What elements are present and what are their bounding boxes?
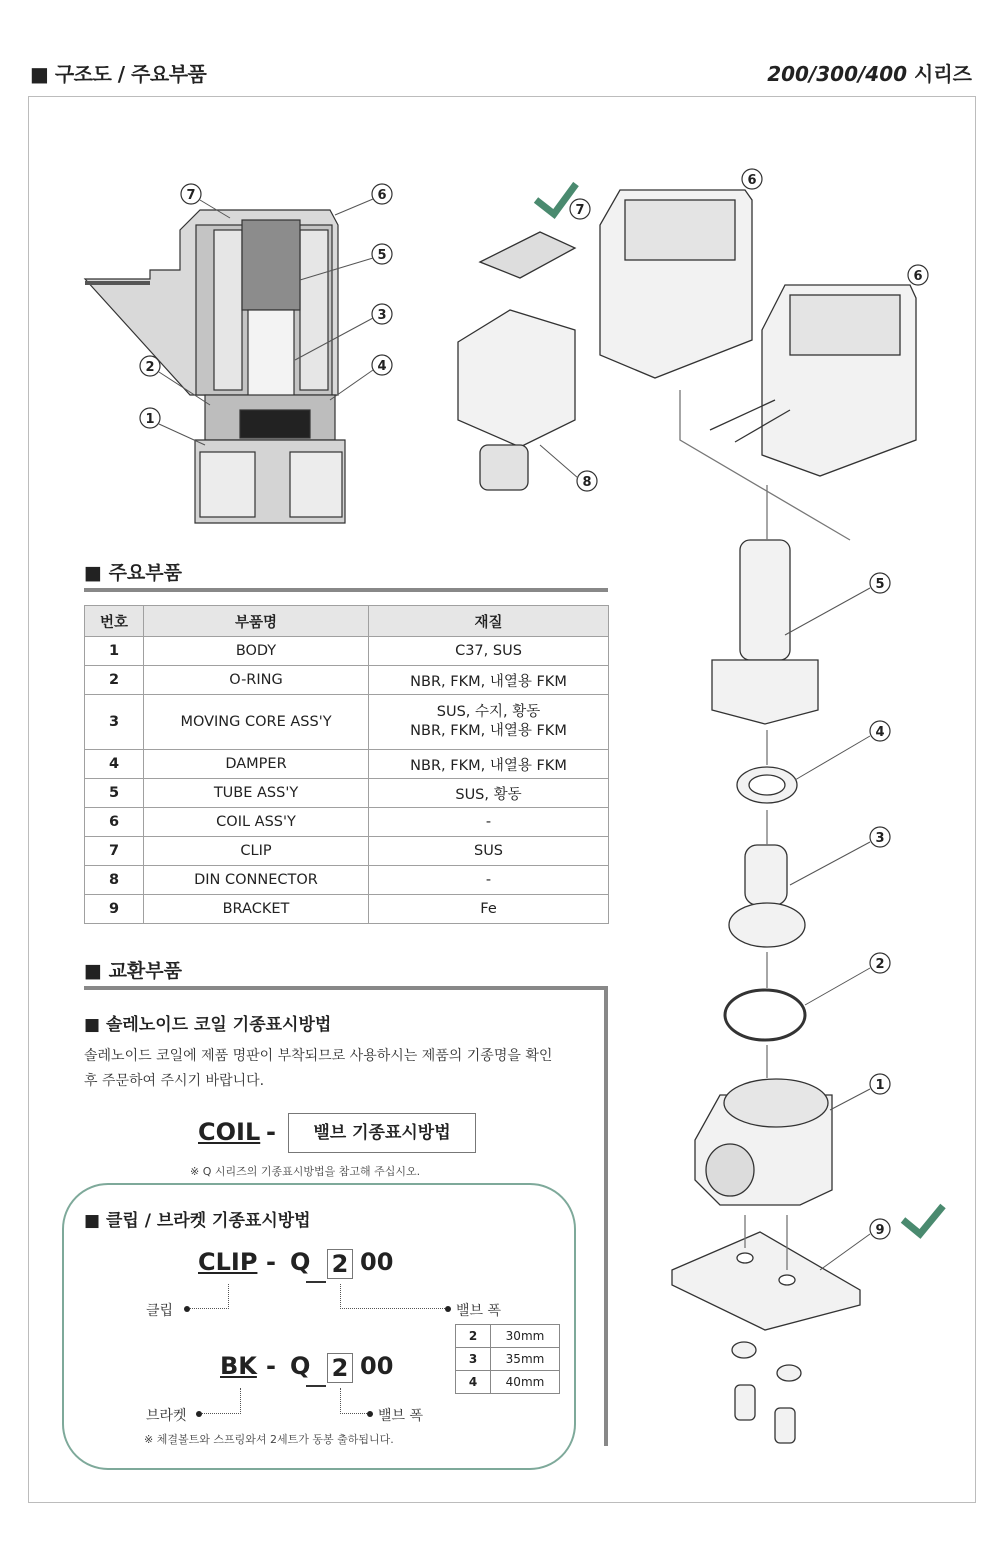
part-no: 7 — [85, 837, 144, 866]
replacement-side-rule — [604, 986, 608, 1446]
part-name: TUBE ASS'Y — [144, 779, 369, 808]
callout-5b: 5 — [875, 577, 885, 592]
table-row — [85, 750, 609, 779]
part-name: COIL ASS'Y — [144, 808, 369, 837]
table-row — [85, 808, 609, 837]
callout-3b: 3 — [875, 831, 885, 846]
bracket-series: Q — [290, 1352, 311, 1380]
callout-6: 6 — [377, 188, 387, 203]
clip-width-dot — [445, 1306, 451, 1312]
material-line: NBR, FKM, 내열용 FKM — [410, 723, 567, 739]
size-key: 3 — [456, 1348, 491, 1371]
bracket-width-dot — [367, 1411, 373, 1417]
size-table — [455, 1324, 560, 1394]
callout-4b: 4 — [875, 725, 885, 740]
callout-1b: 1 — [875, 1078, 885, 1093]
part-no: 8 — [85, 866, 144, 895]
bracket-width-leader — [340, 1388, 369, 1414]
part-material: SUS, 황동 — [369, 779, 609, 808]
size-key: 2 — [456, 1325, 491, 1348]
clip-section-title: ■ 클립 / 브라켓 기종표시방법 — [84, 1211, 311, 1231]
part-name: BRACKET — [144, 895, 369, 924]
part-name: DAMPER — [144, 750, 369, 779]
size-value: 30mm — [491, 1325, 560, 1348]
callout-6b: 6 — [747, 173, 757, 188]
coil-dash: - — [266, 1118, 276, 1146]
table-header-row — [85, 606, 609, 637]
callout-7: 7 — [186, 188, 196, 203]
table-row — [85, 895, 609, 924]
bracket-suffix: 00 — [360, 1352, 394, 1380]
callout-2: 2 — [145, 360, 155, 375]
part-material: - — [369, 866, 609, 895]
replacement-rule — [84, 986, 608, 990]
part-no: 1 — [85, 637, 144, 666]
part-material — [369, 695, 609, 750]
header-name: 부품명 — [144, 606, 369, 637]
callout-3: 3 — [377, 308, 387, 323]
part-name: O-RING — [144, 666, 369, 695]
table-row — [85, 695, 609, 750]
valve-model-box: 밸브 기종표시방법 — [288, 1113, 476, 1153]
series-numbers: 200/300/400 — [767, 62, 908, 86]
table-row — [85, 637, 609, 666]
part-material: C37, SUS — [369, 637, 609, 666]
series-underline — [306, 1281, 326, 1283]
part-no: 2 — [85, 666, 144, 695]
main-parts-rule — [84, 588, 608, 592]
callout-1: 1 — [145, 412, 155, 427]
clip-leader — [190, 1284, 229, 1309]
part-material: SUS — [369, 837, 609, 866]
desc-line: 솔레노이드 코일에 제품 명판이 부착되므로 사용하시는 제품의 기종명을 확인 — [84, 1048, 553, 1064]
bracket-size-box: 2 — [327, 1353, 353, 1383]
part-name: CLIP — [144, 837, 369, 866]
series-underline — [306, 1385, 326, 1387]
part-material: NBR, FKM, 내열용 FKM — [369, 666, 609, 695]
replacement-parts-title: ■ 교환부품 — [84, 960, 182, 982]
part-material: Fe — [369, 895, 609, 924]
clip-series: Q — [290, 1248, 311, 1276]
size-value: 35mm — [491, 1348, 560, 1371]
header-no: 번호 — [85, 606, 144, 637]
callout-8: 8 — [582, 475, 592, 490]
part-no: 6 — [85, 808, 144, 837]
bracket-note: ※ 체결볼트와 스프링와셔 2세트가 동봉 출하됩니다. — [144, 1433, 394, 1446]
parts-table — [84, 605, 609, 924]
main-parts-title: ■ 주요부품 — [84, 562, 182, 584]
desc-line: 후 주문하여 주시기 바랍니다. — [84, 1073, 265, 1089]
table-row — [456, 1325, 560, 1348]
table-row — [456, 1348, 560, 1371]
table-row — [456, 1371, 560, 1394]
callout-7b: 7 — [575, 203, 585, 218]
page-title: ■ 구조도 / 주요부품 — [30, 62, 207, 86]
bracket-label: 브라켓 — [146, 1408, 187, 1424]
clip-size-box: 2 — [327, 1249, 353, 1279]
size-value: 40mm — [491, 1371, 560, 1394]
part-material: - — [369, 808, 609, 837]
part-no: 9 — [85, 895, 144, 924]
bracket-dash: - — [266, 1352, 276, 1380]
clip-dash: - — [266, 1248, 276, 1276]
coil-note: ※ Q 시리즈의 기종표시방법을 참고해 주십시오. — [190, 1165, 421, 1178]
clip-suffix: 00 — [360, 1248, 394, 1276]
check-icon — [903, 1206, 943, 1234]
clip-label: 클립 — [146, 1303, 174, 1319]
callout-5: 5 — [377, 248, 387, 263]
part-no: 3 — [85, 695, 144, 750]
callout-9: 9 — [875, 1223, 885, 1238]
table-row — [85, 779, 609, 808]
table-row — [85, 666, 609, 695]
cross-section-drawing — [85, 210, 345, 523]
size-key: 4 — [456, 1371, 491, 1394]
part-no: 5 — [85, 779, 144, 808]
callout-2b: 2 — [875, 957, 885, 972]
coil-code: COIL — [198, 1118, 261, 1146]
material-line: SUS, 수지, 황동 — [436, 704, 541, 720]
callout-6c: 6 — [913, 269, 923, 284]
clip-width-leader — [340, 1284, 447, 1309]
bracket-valve-width-label: 밸브 폭 — [378, 1408, 424, 1424]
part-name: BODY — [144, 637, 369, 666]
part-name: MOVING CORE ASS'Y — [144, 695, 369, 750]
header-material: 재질 — [369, 606, 609, 637]
series-label: 시리즈 — [914, 62, 972, 86]
part-material: NBR, FKM, 내열용 FKM — [369, 750, 609, 779]
coil-section-title: ■ 솔레노이드 코일 기종표시방법 — [84, 1015, 332, 1035]
bracket-leader — [202, 1388, 241, 1414]
clip-code: CLIP — [198, 1248, 258, 1276]
part-name: DIN CONNECTOR — [144, 866, 369, 895]
callout-4: 4 — [377, 359, 387, 374]
part-no: 4 — [85, 750, 144, 779]
table-row — [85, 866, 609, 895]
table-row — [85, 837, 609, 866]
clip-valve-width-label: 밸브 폭 — [456, 1303, 502, 1319]
bracket-code: BK — [220, 1352, 257, 1380]
coil-description — [84, 1044, 584, 1094]
